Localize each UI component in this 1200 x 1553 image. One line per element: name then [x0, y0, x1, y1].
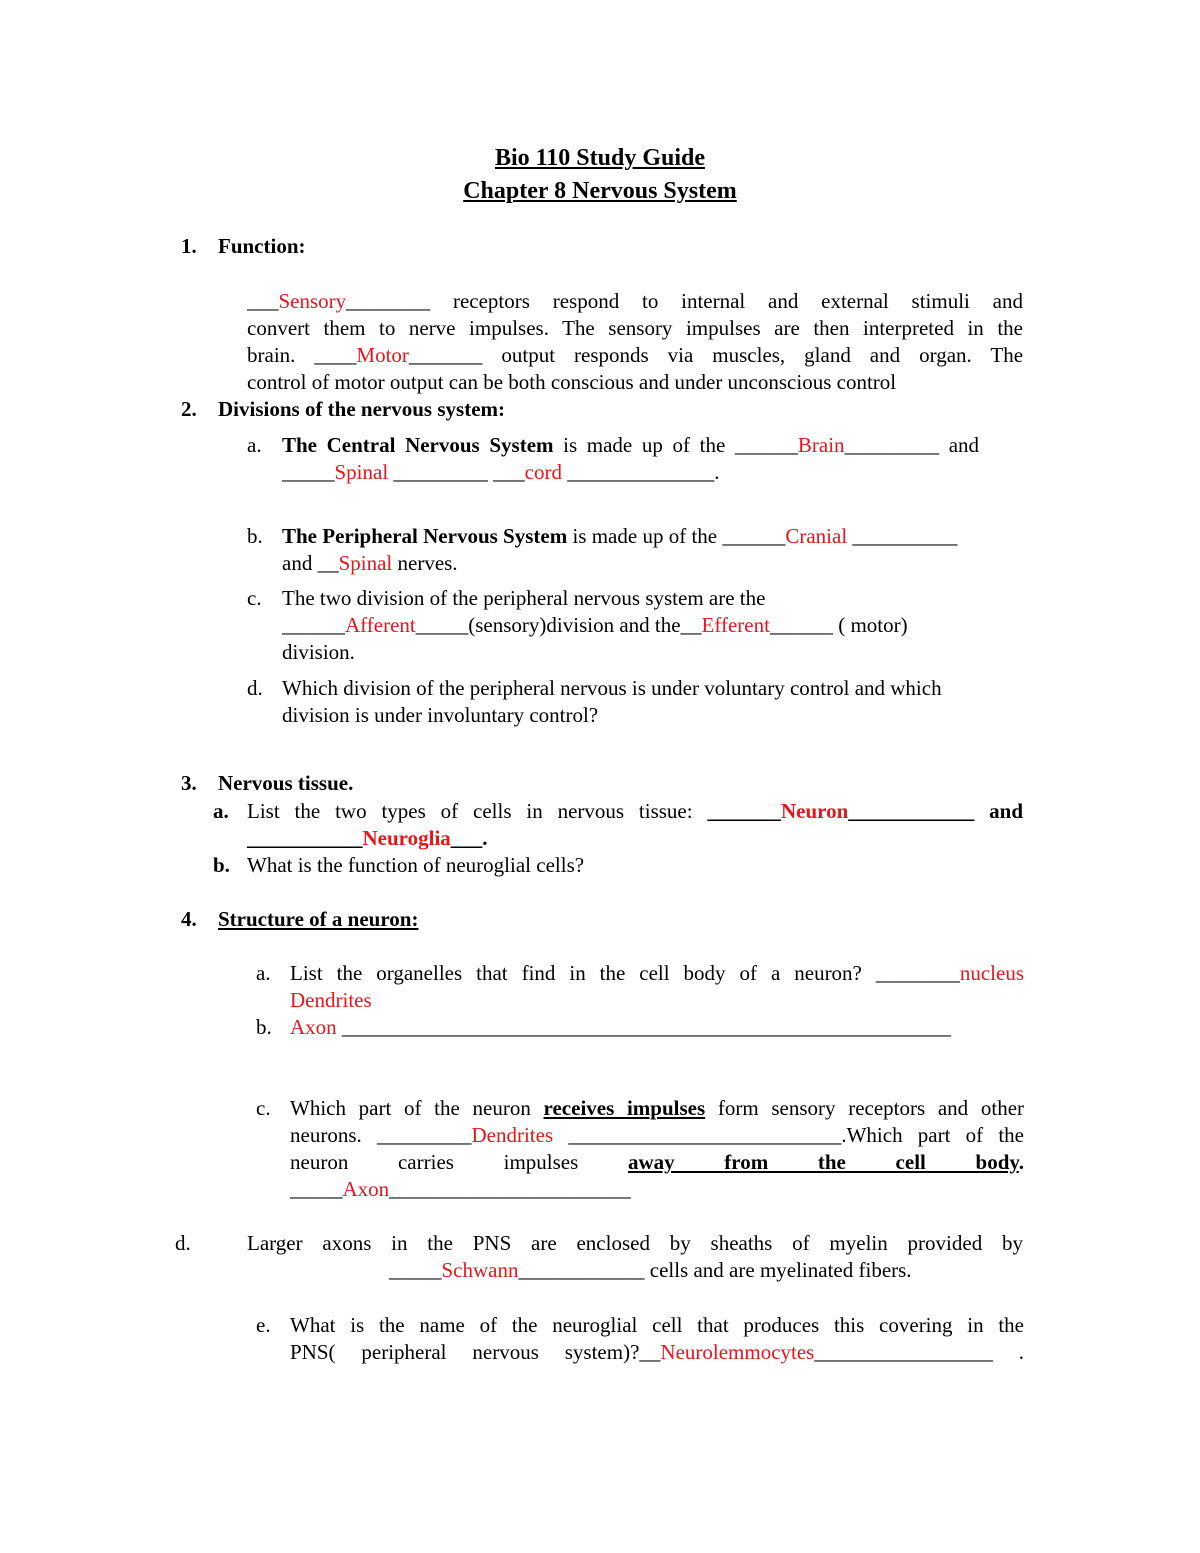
text: neurons.	[290, 1123, 362, 1147]
blank: _______	[408, 343, 483, 367]
blank: ____	[314, 343, 357, 367]
s4c-line-2	[290, 1122, 1024, 1148]
text: (sensory)division and the	[468, 613, 681, 637]
answer-neuroglia: Neuroglia	[362, 826, 451, 850]
bold-term: The Peripheral Nervous System	[282, 524, 568, 548]
blank: ______	[722, 524, 786, 548]
text: output responds via muscles, gland and organ. The	[501, 343, 1024, 367]
item-label: d.	[247, 676, 263, 700]
text: form sensory receptors and other	[717, 1096, 1025, 1120]
text: is made up of the	[572, 524, 718, 548]
item-label: c.	[256, 1096, 271, 1120]
answer-brain: Brain	[797, 433, 845, 457]
s2c-line-2	[282, 612, 908, 638]
text: .	[1018, 1340, 1024, 1364]
text: nerves.	[397, 551, 458, 575]
answer-dendrites-2: Dendrites	[471, 1123, 554, 1147]
item-label: b.	[256, 1015, 272, 1039]
item-label: c.	[247, 586, 262, 610]
blank: ________	[346, 289, 431, 313]
text: PNS( peripheral nervous system)?	[290, 1340, 640, 1364]
item-label: a.	[256, 961, 271, 985]
answer-spinal-nerves: Spinal	[338, 551, 393, 575]
s4c-line-3	[290, 1149, 1024, 1175]
s1-line-3	[247, 342, 1023, 368]
text: List the two types of cells in nervous tissue:	[247, 799, 693, 823]
text: .	[482, 826, 488, 850]
s1-line-2: convert them to nerve impulses. The sensory impulses are then interpreted in the	[247, 316, 1023, 340]
text: .	[1018, 1150, 1024, 1174]
blank: ____________	[518, 1258, 645, 1282]
item-label: b.	[247, 524, 263, 548]
s1-line-4: control of motor output can be both conscious and under unconscious control	[247, 370, 897, 394]
answer-efferent: Efferent	[701, 613, 770, 637]
blank: ___________	[247, 826, 363, 850]
text: is made up of the	[563, 433, 726, 457]
text: receptors respond to internal and external stimuli and	[452, 289, 1024, 313]
s4e-line-2	[290, 1339, 1024, 1365]
blank: ___	[493, 460, 525, 484]
page-title: Bio 110 Study Guide	[494, 145, 706, 171]
page-subtitle: Chapter 8 Nervous System	[463, 178, 737, 204]
answer-motor: Motor	[356, 343, 409, 367]
section-3-heading: Nervous tissue.	[218, 771, 354, 795]
answer-afferent: Afferent	[345, 613, 416, 637]
text: neuron carries impulses	[290, 1150, 579, 1174]
s2d-line-2: division is under involuntary control?	[282, 703, 599, 727]
blank: _____	[415, 613, 469, 637]
blank: _____	[282, 460, 335, 484]
text: and	[989, 799, 1023, 823]
s2a-line-1	[282, 432, 979, 458]
text: Which part of the neuron	[290, 1096, 531, 1120]
answer-cord: cord	[524, 460, 562, 484]
s4b-line-1	[290, 1014, 951, 1040]
answer-axon: Axon	[290, 1015, 337, 1039]
text: .	[714, 460, 720, 484]
item-label: a.	[213, 799, 229, 823]
text: ( motor)	[838, 613, 908, 637]
bold-phrase: receives impulses	[543, 1096, 706, 1120]
s3a-line-2	[247, 825, 488, 851]
section-1-number: 1.	[181, 234, 197, 258]
section-2-number: 2.	[181, 397, 197, 421]
s2d-line-1: Which division of the peripheral nervous is under voluntary control and which	[282, 676, 942, 700]
s4d-line-1: Larger axons in the PNS are enclosed by sheaths of myelin provided by	[247, 1231, 1023, 1255]
blank: ______	[282, 613, 345, 637]
blank: __________________________	[568, 1123, 842, 1147]
answer-sensory: Sensory	[278, 289, 347, 313]
blank: ___	[247, 289, 279, 313]
s3b-line-1: What is the function of neuroglial cells?	[247, 853, 585, 877]
blank: _______________________	[389, 1177, 631, 1201]
bold-phrase: away from the cell body	[627, 1150, 1019, 1174]
item-label: b.	[213, 853, 230, 877]
s4a-line-1	[290, 960, 1024, 986]
s4d-line-2	[389, 1257, 912, 1283]
s3a-line-1	[247, 798, 1023, 824]
section-1-heading: Function:	[218, 234, 306, 258]
blank: _____	[290, 1177, 343, 1201]
answer-dendrites: Dendrites	[290, 988, 372, 1012]
text: .Which part of the	[841, 1123, 1025, 1147]
blank: ___	[450, 826, 483, 850]
blank: __	[639, 1340, 661, 1364]
section-2-heading: Divisions of the nervous system:	[218, 397, 505, 421]
answer-spinal: Spinal	[334, 460, 389, 484]
blank: _____	[389, 1258, 442, 1282]
blank: _________________	[814, 1340, 993, 1364]
blank: __	[317, 551, 339, 575]
section-4-heading: Structure of a neuron:	[218, 907, 419, 931]
blank: _________	[844, 433, 940, 457]
text: and	[948, 433, 980, 457]
item-label: d.	[175, 1231, 191, 1255]
s4c-line-1	[290, 1095, 1024, 1121]
item-label: e.	[256, 1313, 271, 1337]
blank: ______	[769, 613, 833, 637]
blank: _________	[393, 460, 488, 484]
text: brain.	[247, 343, 296, 367]
answer-cranial: Cranial	[785, 524, 848, 548]
s2b-line-2	[282, 550, 458, 576]
s2b-line-1	[282, 523, 957, 549]
blank: __	[680, 613, 702, 637]
blank: ____________	[848, 799, 975, 823]
blank: ________	[875, 961, 960, 985]
blank: ______	[734, 433, 798, 457]
blank: _______	[707, 799, 781, 823]
answer-neurolemmocytes: Neurolemmocytes	[660, 1340, 815, 1364]
blank: _________	[376, 1123, 472, 1147]
item-label: a.	[247, 433, 262, 457]
s2c-line-3: division.	[282, 640, 355, 664]
blank: __________	[852, 524, 958, 548]
s2c-line-1: The two division of the peripheral nervous system are the	[282, 586, 766, 610]
answer-neuron: Neuron	[780, 799, 849, 823]
s2a-line-2	[282, 459, 720, 485]
blank: ______________	[567, 460, 715, 484]
bold-term: The Central Nervous System	[282, 433, 554, 457]
section-4-number: 4.	[181, 907, 197, 931]
text: List the organelles that find in the cell body of a neuron?	[290, 961, 862, 985]
s4e-line-1: What is the name of the neuroglial cell that produces this covering in the	[290, 1313, 1024, 1337]
answer-schwann: Schwann	[441, 1258, 519, 1282]
text: and	[282, 551, 313, 575]
answer-nucleus: nucleus	[959, 961, 1025, 985]
answer-axon-2: Axon	[342, 1177, 390, 1201]
blank: __________________________________________________________	[341, 1015, 951, 1039]
text: cells and are myelinated fibers.	[649, 1258, 912, 1282]
section-3-number: 3.	[181, 771, 197, 795]
s1-line-1	[247, 288, 1023, 314]
s4c-line-4	[290, 1176, 631, 1202]
